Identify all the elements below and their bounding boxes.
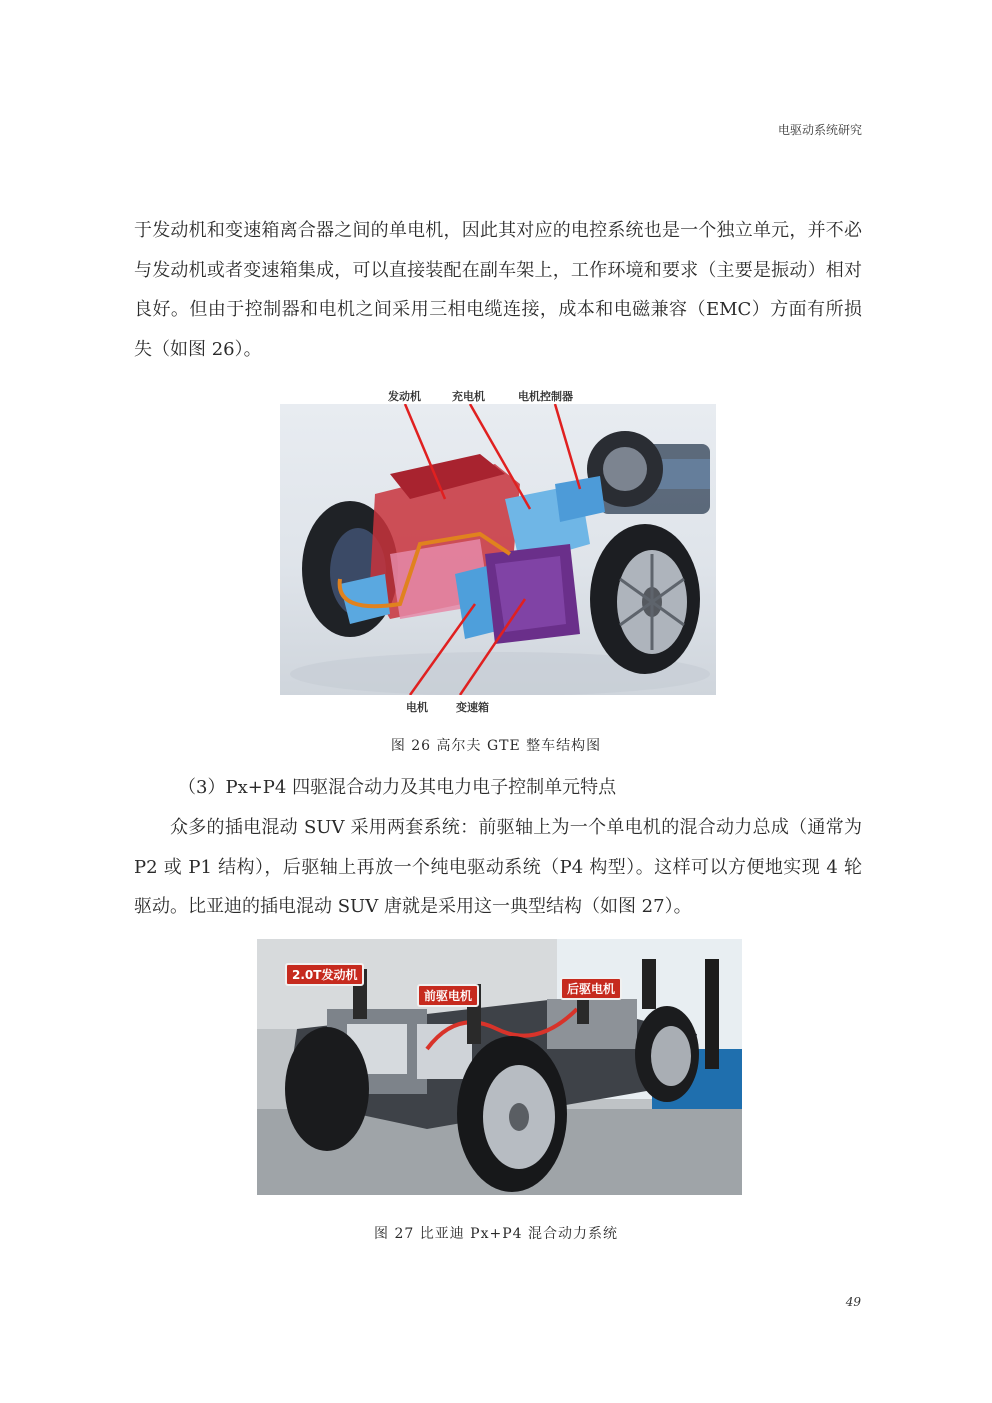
figure26-label-engine: 发动机	[388, 390, 421, 403]
figure26-label-motor: 电机	[406, 701, 428, 714]
section-heading: （3）Px+P4 四驱混合动力及其电力电子控制单元特点	[178, 777, 617, 798]
figure26-label-gearbox: 变速箱	[456, 701, 489, 714]
figure26-label-motor-controller: 电机控制器	[518, 390, 573, 403]
figure26-drawing	[280, 404, 716, 695]
figure27-image	[257, 939, 742, 1195]
figure27-label-front-motor: 前驱电机	[417, 984, 479, 1007]
body-paragraph-1: 于发动机和变速箱离合器之间的单电机，因此其对应的电控系统也是一个独立单元，并不必与发动机或者变速箱集成，可以直接装配在副车架上，工作环境和要求（主要是振动）相对良好。但由于控制器和电机之间采用三相电缆连接，成本和电磁兼容（EMC）方面有所损失（如图 26）。	[134, 220, 862, 360]
figure27-caption: 图 27 比亚迪 Px+P4 混合动力系统	[374, 1226, 618, 1242]
figure26-image	[280, 404, 716, 695]
running-header: 电驱动系统研究	[777, 123, 862, 137]
figure26-label-charger: 充电机	[452, 390, 485, 403]
body-paragraph-2: 众多的插电混动 SUV 采用两套系统：前驱轴上为一个单电机的混合动力总成（通常为 P2 或 P1 结构），后驱轴上再放一个纯电驱动系统（P4 构型）。这样可以方便地实现 4 轮驱动。比亚迪的插电混动 SUV 唐就是采用这一典型结构（如图 27）。	[134, 817, 862, 917]
figure27-label-rear-motor: 后驱电机	[560, 977, 622, 1000]
page-number: 49	[845, 1295, 861, 1309]
figure26-caption: 图 26 高尔夫 GTE 整车结构图	[390, 738, 602, 754]
figure27-label-engine: 2.0T发动机	[285, 963, 364, 986]
